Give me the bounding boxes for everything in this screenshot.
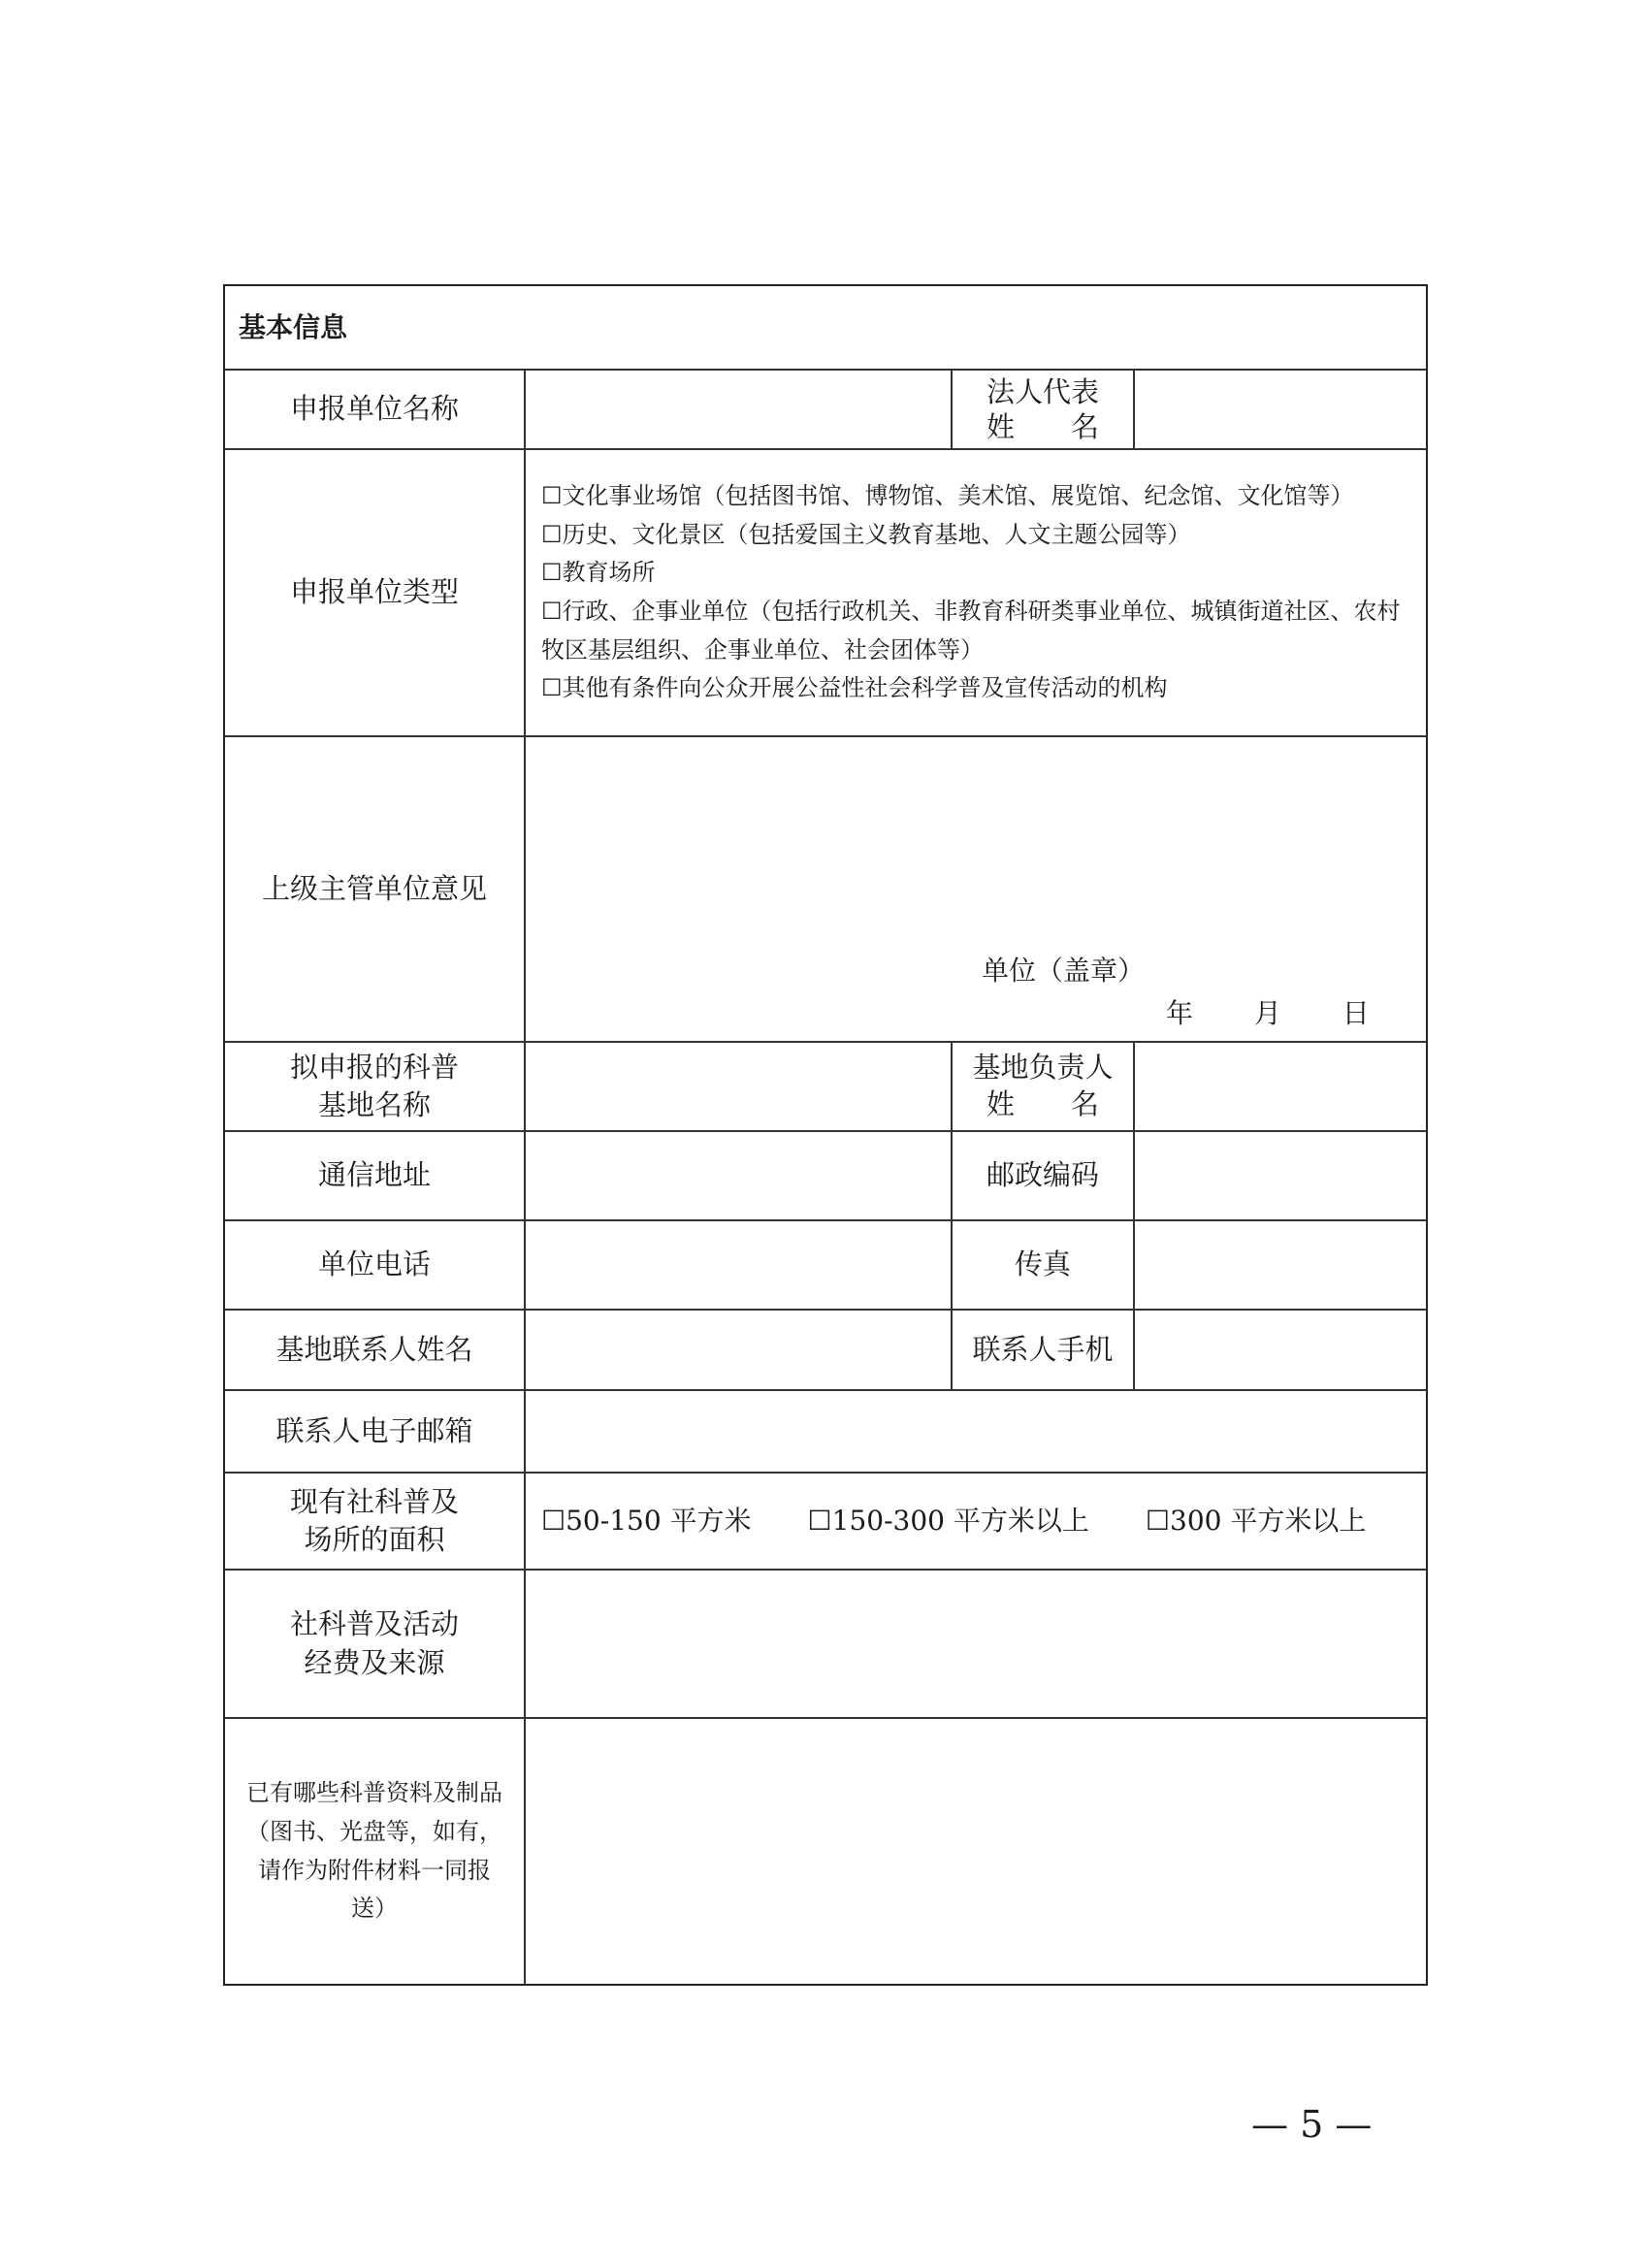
base-name-label: 拟申报的科普 基地名称 bbox=[225, 1043, 526, 1130]
contact-row bbox=[225, 1309, 1426, 1389]
date-text: 年 月 日 bbox=[1166, 997, 1370, 1029]
fax-label: 传真 bbox=[951, 1221, 1135, 1309]
area-options bbox=[526, 1474, 1426, 1569]
unit-type-options bbox=[526, 450, 1426, 735]
page-number: — 5 — bbox=[1251, 2103, 1373, 2146]
unit-type-option-education[interactable]: ☐教育场所 bbox=[541, 559, 656, 587]
superior-opinion-row bbox=[225, 735, 1426, 1041]
unit-type-option-admin[interactable]: ☐行政、企事业单位（包括行政机关、非教育科研类事业单位、城镇街道社区、农村牧区基层组织、企事业单位、社会团体等） bbox=[541, 598, 1401, 664]
email-row bbox=[225, 1389, 1426, 1472]
phone-field[interactable] bbox=[526, 1221, 951, 1309]
phone-row bbox=[225, 1219, 1426, 1309]
contact-mobile-label: 联系人手机 bbox=[951, 1311, 1135, 1389]
area-label: 现有社科普及 场所的面积 bbox=[225, 1474, 526, 1569]
base-head-label: 基地负责人 姓 名 bbox=[951, 1043, 1135, 1130]
area-option-300[interactable]: ☐300 平方米以上 bbox=[1145, 1505, 1367, 1537]
materials-label: 已有哪些科普资料及制品（图书、光盘等，如有，请作为附件材料一同报送） bbox=[225, 1719, 526, 1984]
postcode-field[interactable] bbox=[1135, 1132, 1426, 1219]
stamp-text: 单位（盖章） bbox=[982, 955, 1146, 987]
area-option-50-150[interactable]: ☐50-150 平方米 bbox=[541, 1505, 752, 1537]
unit-type-option-other[interactable]: ☐其他有条件向公众开展公益性社会科学普及宣传活动的机构 bbox=[541, 674, 1168, 702]
funding-row bbox=[225, 1569, 1426, 1717]
legal-rep-label: 法人代表 姓 名 bbox=[951, 371, 1135, 448]
basic-info-form bbox=[223, 284, 1428, 1986]
unit-type-row bbox=[225, 448, 1426, 735]
superior-opinion-field[interactable] bbox=[526, 737, 1426, 1041]
header-row bbox=[225, 286, 1426, 369]
legal-rep-field[interactable] bbox=[1135, 371, 1426, 448]
superior-opinion-label: 上级主管单位意见 bbox=[225, 737, 526, 1041]
area-row bbox=[225, 1472, 1426, 1569]
funding-field[interactable] bbox=[526, 1571, 1426, 1717]
base-head-field[interactable] bbox=[1135, 1043, 1426, 1130]
address-row bbox=[225, 1130, 1426, 1219]
unit-name-row bbox=[225, 369, 1426, 448]
postcode-label: 邮政编码 bbox=[951, 1132, 1135, 1219]
unit-type-label: 申报单位类型 bbox=[225, 450, 526, 735]
contact-email-field[interactable] bbox=[526, 1391, 1426, 1472]
address-label: 通信地址 bbox=[225, 1132, 526, 1219]
contact-email-label: 联系人电子邮箱 bbox=[225, 1391, 526, 1472]
address-field[interactable] bbox=[526, 1132, 951, 1219]
unit-name-label: 申报单位名称 bbox=[225, 371, 526, 448]
contact-name-field[interactable] bbox=[526, 1311, 951, 1389]
funding-label: 社科普及活动 经费及来源 bbox=[225, 1571, 526, 1717]
fax-field[interactable] bbox=[1135, 1221, 1426, 1309]
phone-label: 单位电话 bbox=[225, 1221, 526, 1309]
unit-type-option-scenic[interactable]: ☐历史、文化景区（包括爱国主义教育基地、人文主题公园等） bbox=[541, 520, 1191, 548]
contact-name-label: 基地联系人姓名 bbox=[225, 1311, 526, 1389]
area-option-150-300[interactable]: ☐150-300 平方米以上 bbox=[807, 1505, 1089, 1537]
base-name-field[interactable] bbox=[526, 1043, 951, 1130]
section-title: 基本信息 bbox=[239, 310, 348, 343]
base-name-row bbox=[225, 1041, 1426, 1130]
materials-field[interactable] bbox=[526, 1719, 1426, 1984]
unit-name-field[interactable] bbox=[526, 371, 951, 448]
contact-mobile-field[interactable] bbox=[1135, 1311, 1426, 1389]
materials-row bbox=[225, 1717, 1426, 1984]
unit-type-option-venue[interactable]: ☐文化事业场馆（包括图书馆、博物馆、美术馆、展览馆、纪念馆、文化馆等） bbox=[541, 482, 1354, 510]
